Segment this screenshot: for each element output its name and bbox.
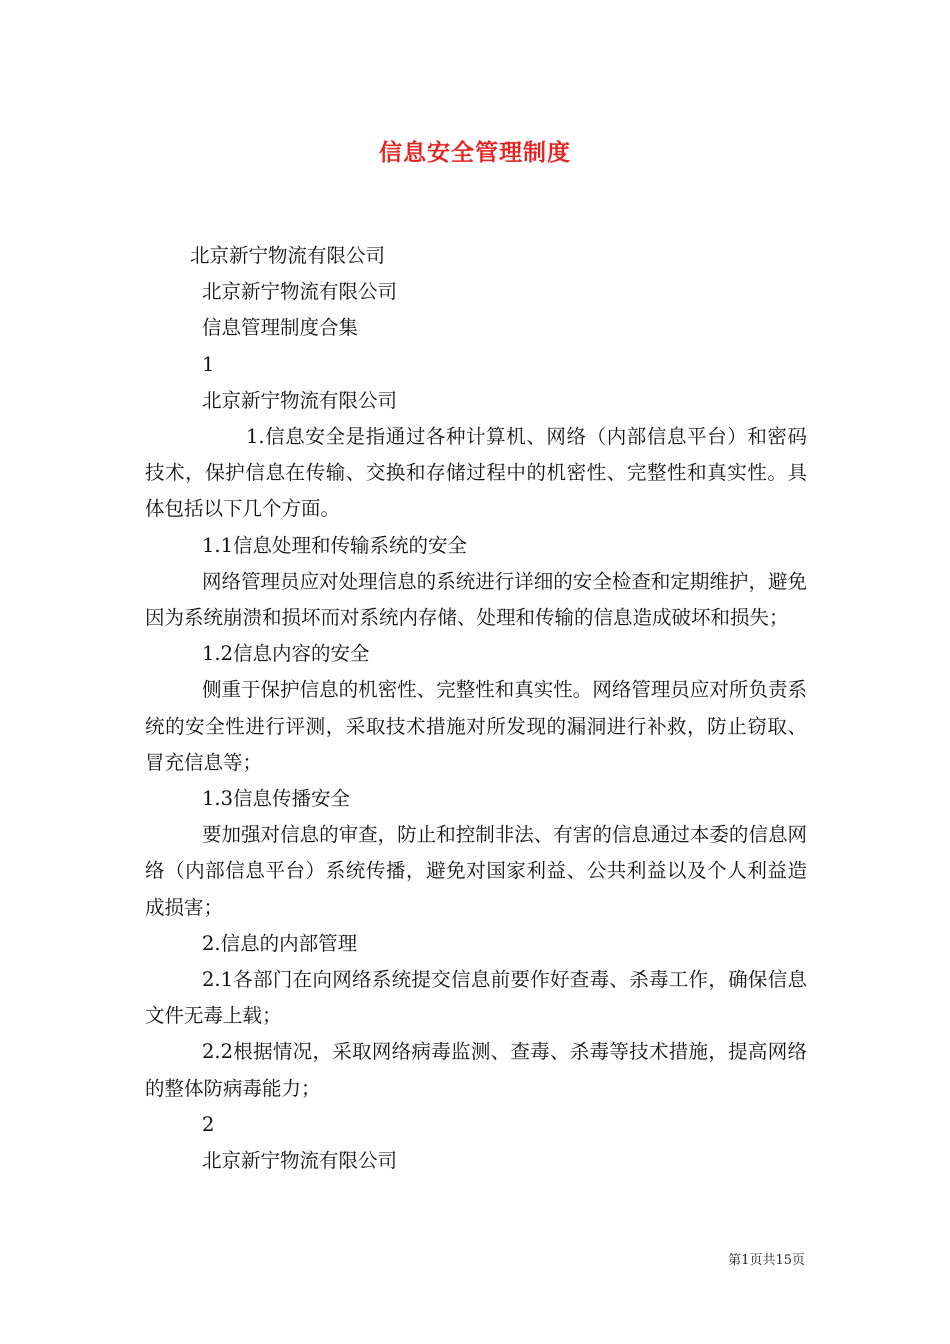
company-name-line: 北京新宁物流有限公司 (202, 280, 398, 304)
header-company: 北京新宁物流有限公司 (190, 244, 386, 267)
section-1-paragraph: 1.信息安全是指通过各种计算机、网络（内部信息平台）和密码技术，保护信息在传输、交换和存储过程中的机密性、完整性和真实性。具体包括以下几个方面。 (145, 425, 807, 521)
page-footer: 第1页共15页 (728, 1253, 805, 1268)
page-mark: 1 (202, 352, 215, 376)
heading-1-3: 1.3信息传播安全 (202, 787, 351, 811)
document-body (145, 238, 807, 1179)
company-name-line: 北京新宁物流有限公司 (202, 388, 398, 412)
collection-title: 信息管理制度合集 (202, 316, 359, 340)
paragraph-1-3: 要加强对信息的审查，防止和控制非法、有害的信息通过本委的信息网络（内部信息平台）系统传播，避免对国家利益、公共利益以及个人利益造成损害； (145, 823, 807, 919)
paragraph-1-1: 网络管理员应对处理信息的系统进行详细的安全检查和定期维护，避免因为系统崩溃和损坏而对系统内存储、处理和传输的信息造成破坏和损失； (145, 569, 807, 630)
paragraph-1-2: 侧重于保护信息的机密性、完整性和真实性。网络管理员应对所负责系统的安全性进行评测，采取技术措施对所发现的漏洞进行补救，防止窃取、冒充信息等； (145, 678, 807, 774)
heading-1-2: 1.2信息内容的安全 (202, 642, 370, 666)
company-name-line: 北京新宁物流有限公司 (202, 1149, 398, 1173)
page-mark: 2 (202, 1112, 215, 1136)
document-title: 信息安全管理制度 (379, 140, 571, 166)
heading-2: 2.信息的内部管理 (202, 931, 358, 955)
heading-1-1: 1.1信息处理和传输系统的安全 (202, 533, 468, 557)
paragraph-2-1: 2.1各部门在向网络系统提交信息前要作好查毒、杀毒工作，确保信息文件无毒上载； (145, 968, 807, 1028)
paragraph-2-2: 2.2根据情况，采取网络病毒监测、查毒、杀毒等技术措施，提高网络的整体防病毒能力； (145, 1040, 807, 1100)
